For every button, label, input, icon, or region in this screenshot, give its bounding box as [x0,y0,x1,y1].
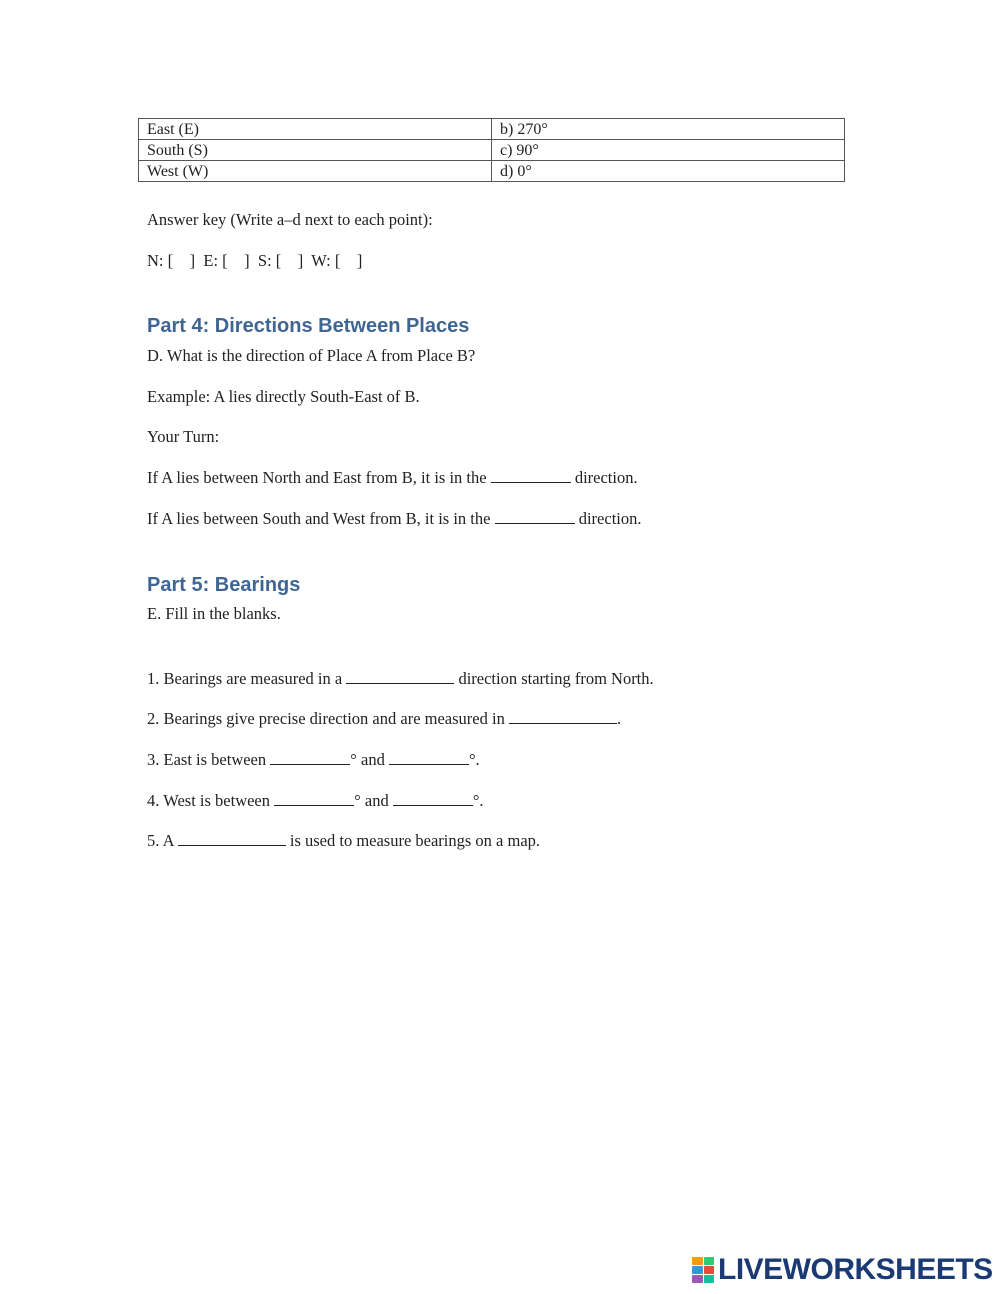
part5-heading: Part 5: Bearings [147,574,301,596]
q1-text-after: direction starting from North. [454,669,654,688]
part4-example: Example: A lies directly South-East of B. [147,387,420,406]
part5-question-5 [147,831,540,851]
blank-field[interactable] [393,791,473,806]
q2-text-before: 2. Bearings give precise direction and are measured in [147,709,509,728]
q5-text-after: is used to measure bearings on a map. [285,831,541,850]
table-cell-option: d) 0° [492,161,845,182]
blank-field[interactable] [389,750,469,765]
part4-item-1-text-after: direction. [570,468,638,487]
blank-field[interactable] [491,468,571,483]
table-cell-point: South (S) [139,140,492,161]
blank-field[interactable] [495,509,575,524]
part5-question-1 [147,669,654,689]
logo-text: LIVEWORKSHEETS [718,1253,993,1286]
blank-field[interactable] [270,750,350,765]
q5-text-before: 5. A [147,831,178,850]
table-cell-point: East (E) [139,119,492,140]
logo-square [704,1257,715,1265]
q1-text-before: 1. Bearings are measured in a [147,669,347,688]
logo-square [692,1266,703,1274]
logo-square [692,1275,703,1283]
blank-field[interactable] [346,669,454,684]
q2-text-after: . [616,709,622,728]
matching-table-body [139,119,845,182]
q3-text-before: 3. East is between [147,750,271,769]
part5-instruction: E. Fill in the blanks. [147,604,281,623]
part4-heading: Part 4: Directions Between Places [147,315,470,337]
logo-square [692,1257,703,1265]
part4-item-2 [147,509,642,529]
liveworksheets-logo [692,1255,993,1285]
table-cell-option: c) 90° [492,140,845,161]
logo-mark-icon [692,1257,714,1283]
table-row [139,119,845,140]
q4-text-mid: ° and [354,791,393,810]
answer-key-instruction: Answer key (Write a–d next to each point): [147,210,433,229]
part5-question-4 [147,791,484,811]
part4-your-turn: Your Turn: [147,427,220,446]
blank-field[interactable] [274,791,354,806]
blank-field[interactable] [178,831,286,846]
logo-square [704,1266,715,1274]
blank-field[interactable] [509,709,617,724]
logo-square [704,1275,715,1283]
table-row [139,140,845,161]
part5-question-3 [147,750,480,770]
answer-key-line[interactable]: N: [ ] E: [ ] S: [ ] W: [ ] [147,251,363,270]
q3-text-after: °. [468,750,480,769]
part4-item-1-text-before: If A lies between North and East from B, it is in the [147,468,491,487]
part4-question: D. What is the direction of Place A from Place B? [147,346,476,365]
q4-text-before: 4. West is between [147,791,275,810]
matching-table [138,118,845,182]
part4-item-2-text-before: If A lies between South and West from B, it is in the [147,509,495,528]
table-row [139,161,845,182]
part5-question-2 [147,709,621,729]
table-cell-point: West (W) [139,161,492,182]
table-cell-option: b) 270° [492,119,845,140]
q4-text-after: °. [472,791,484,810]
part4-item-1 [147,468,638,488]
q3-text-mid: ° and [350,750,389,769]
part4-item-2-text-after: direction. [574,509,642,528]
